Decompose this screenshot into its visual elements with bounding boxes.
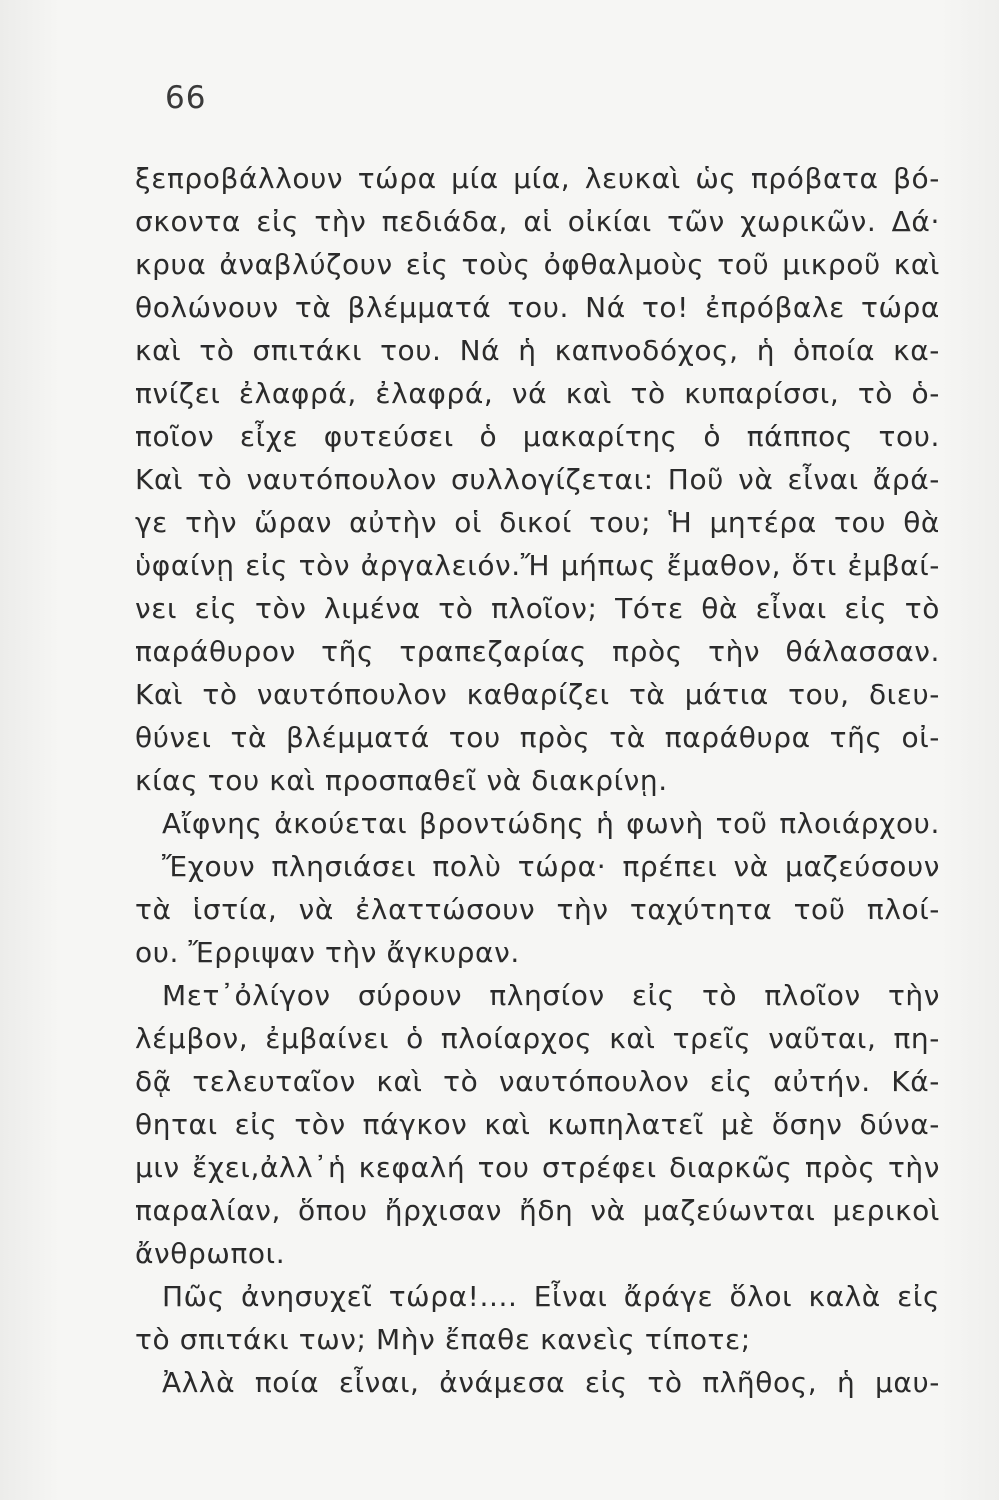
text-line: Αἴφνης ἀκούεται βροντώδης ἡ φωνὴ τοῦ πλοιάρχου. <box>162 807 940 840</box>
text-line: Μετ᾽ὀλίγον σύρουν πλησίον εἰς τὸ πλοῖον τὴν <box>162 979 940 1012</box>
text-line: Καὶ τὸ ναυτόπουλον συλλογίζεται: Ποῦ νὰ εἶναι ἄρά- <box>135 463 940 496</box>
text-line: καὶ τὸ σπιτάκι του. Νά ἡ καπνοδόχος, ἡ ὁποία κα- <box>135 334 940 367</box>
text-line: ου. Ἔρριψαν τὴν ἄγκυραν. <box>135 936 520 969</box>
text-line: γε τὴν ὥραν αὐτὴν οἱ δικοί του; Ἡ μητέρα του θὰ <box>135 506 940 539</box>
text-line: δᾷ τελευταῖον καὶ τὸ ναυτόπουλον εἰς αὐτήν. Κά- <box>135 1065 940 1098</box>
text-line: τὰ ἱστία, νὰ ἐλαττώσουν τὴν ταχύτητα τοῦ πλοί- <box>135 893 940 926</box>
text-line: τὸ σπιτάκι των; Μὴν ἔπαθε κανεὶς τίποτε; <box>135 1323 751 1356</box>
text-line: ποῖον εἶχε φυτεύσει ὁ μακαρίτης ὁ πάππος του. <box>135 420 940 453</box>
text-line: παράθυρον τῆς τραπεζαρίας πρὸς τὴν θάλασσαν. <box>135 635 940 668</box>
body-text <box>135 157 940 1404</box>
text-line: κρυα ἀναβλύζουν εἰς τοὺς ὀφθαλμοὺς τοῦ μικροῦ καὶ <box>135 248 940 281</box>
page-number: 66 <box>165 80 207 116</box>
text-line: ὑφαίνῃ εἰς τὸν ἀργαλειόν.Ἤ μήπως ἔμαθον, ὅτι ἐμβαί- <box>135 549 940 582</box>
text-line: παραλίαν, ὅπου ἤρχισαν ἤδη νὰ μαζεύωνται μερικοὶ <box>135 1194 940 1227</box>
text-line: ξεπροβάλλουν τώρα μία μία, λευκαὶ ὡς πρόβατα βό- <box>135 162 940 195</box>
text-line: θηται εἰς τὸν πάγκον καὶ κωπηλατεῖ μὲ ὅσην δύνα- <box>135 1108 940 1141</box>
text-line: θολώνουν τὰ βλέμματά του. Νά το! ἐπρόβαλε τώρα <box>135 291 940 324</box>
text-line: Πῶς ἀνησυχεῖ τώρα!.... Εἶναι ἄράγε ὅλοι καλὰ εἰς <box>162 1280 940 1313</box>
text-line: νει εἰς τὸν λιμένα τὸ πλοῖον; Τότε θὰ εἶναι εἰς τὸ <box>135 592 940 625</box>
text-line: λέμβον, ἐμβαίνει ὁ πλοίαρχος καὶ τρεῖς ναῦται, πη- <box>135 1022 940 1055</box>
text-line: Καὶ τὸ ναυτόπουλον καθαρίζει τὰ μάτια του, διευ- <box>135 678 940 711</box>
text-line: πνίζει ἐλαφρά, ἐλαφρά, νά καὶ τὸ κυπαρίσσι, τὸ ὁ- <box>135 377 940 410</box>
text-line: σκοντα εἰς τὴν πεδιάδα, αἱ οἰκίαι τῶν χωρικῶν. Δά· <box>135 205 940 238</box>
text-line: ἄνθρωποι. <box>135 1237 286 1270</box>
text-line: κίας του καὶ προσπαθεῖ νὰ διακρίνῃ. <box>135 764 668 797</box>
text-line: μιν ἔχει,ἀλλ᾽ἡ κεφαλή του στρέφει διαρκῶς πρὸς τὴν <box>135 1151 940 1184</box>
text-line: Ἔχουν πλησιάσει πολὺ τώρα· πρέπει νὰ μαζεύσουν <box>162 850 940 883</box>
text-line: θύνει τὰ βλέμματά του πρὸς τὰ παράθυρα τῆς οἰ- <box>135 721 940 754</box>
text-line: Ἀλλὰ ποία εἶναι, ἀνάμεσα εἰς τὸ πλῆθος, ἡ μαυ- <box>162 1366 940 1399</box>
